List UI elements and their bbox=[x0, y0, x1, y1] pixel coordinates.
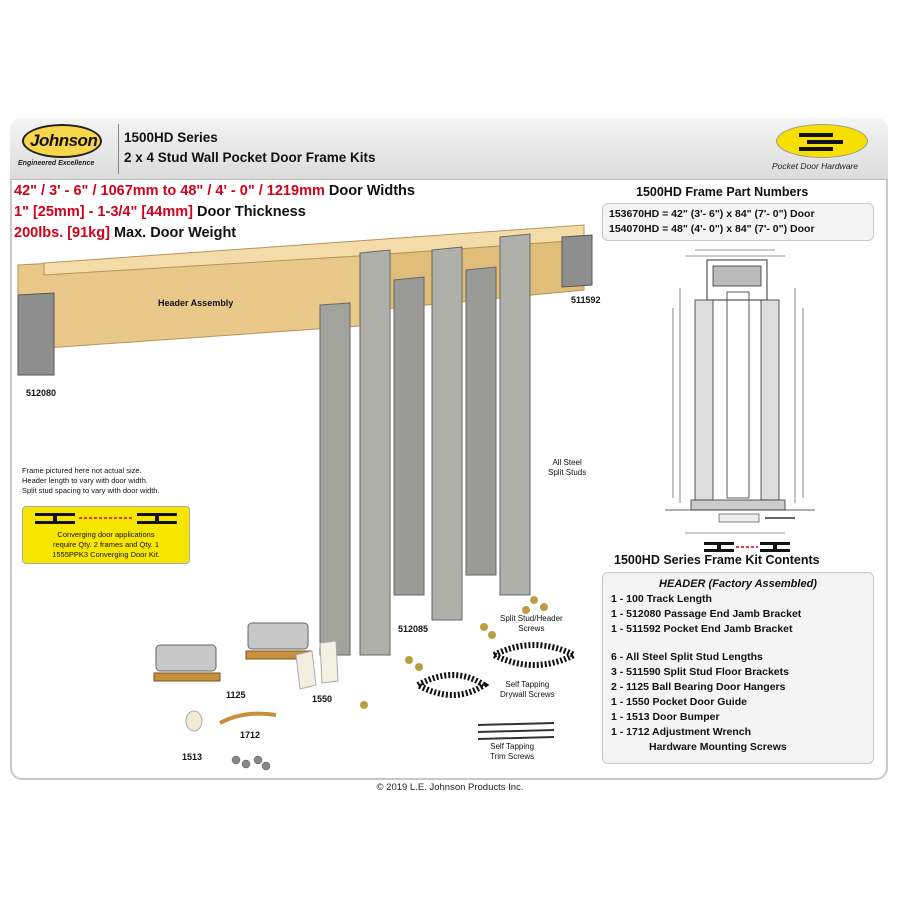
series-title: 1500HD Series bbox=[124, 130, 218, 145]
label-line: Self Tapping bbox=[505, 680, 550, 689]
note-line: Converging door applications bbox=[57, 530, 155, 539]
label-line: Split Studs bbox=[548, 468, 587, 477]
label-line: Split Stud/Header bbox=[500, 614, 563, 623]
converging-door-icon bbox=[23, 507, 191, 529]
label-511592: 511592 bbox=[571, 295, 601, 305]
kit-contents-title: 1500HD Series Frame Kit Contents bbox=[614, 553, 820, 567]
part-numbers-box bbox=[602, 203, 874, 241]
label-line: All Steel bbox=[552, 458, 582, 467]
label-512080: 512080 bbox=[26, 388, 57, 398]
spec-widths bbox=[14, 183, 415, 199]
label-1513: 1513 bbox=[182, 752, 203, 762]
label-stud-header-screws bbox=[500, 614, 563, 634]
part-number-line: 153670HD = 42" (3'- 6") x 84" (7'- 0") Door bbox=[609, 208, 815, 220]
header-divider bbox=[118, 124, 119, 174]
label-line: Self Tapping bbox=[490, 742, 535, 751]
kit-item: 1 - 512080 Passage End Jamb Bracket bbox=[611, 608, 802, 620]
brand-mark-icon bbox=[777, 125, 869, 159]
pocket-door-brand-logo bbox=[776, 124, 868, 158]
spec-thickness-label: Door Thickness bbox=[192, 204, 306, 220]
label-line: Drywall Screws bbox=[500, 690, 555, 699]
logo-word: Johnson bbox=[30, 131, 98, 150]
note-line: Header length to vary with door width. bbox=[22, 476, 148, 485]
spec-weight-label: Max. Door Weight bbox=[109, 225, 237, 241]
header-title bbox=[124, 128, 376, 168]
johnson-logo bbox=[18, 122, 112, 172]
note-line: Split stud spacing to vary with door width. bbox=[22, 486, 160, 495]
frame-section-drawing bbox=[655, 248, 825, 548]
frame-note bbox=[22, 466, 160, 496]
label-header-assembly: Header Assembly bbox=[158, 298, 234, 308]
label-line: Trim Screws bbox=[490, 752, 535, 761]
label-line: Screws bbox=[518, 624, 545, 633]
spec-widths-value: 42" / 3' - 6" / 1067mm to 48" / 4' - 0" / 1219mm bbox=[14, 183, 325, 199]
part-numbers-title: 1500HD Frame Part Numbers bbox=[636, 185, 809, 199]
logo-tagline: Engineered Excellence bbox=[18, 160, 95, 167]
kit-item: 6 - All Steel Split Stud Lengths bbox=[611, 651, 763, 663]
kit-item: 1 - 511592 Pocket End Jamb Bracket bbox=[611, 623, 793, 635]
label-1550: 1550 bbox=[312, 694, 333, 704]
spec-thickness-value: 1" [25mm] - 1-3/4" [44mm] bbox=[14, 204, 193, 220]
kit-contents-box bbox=[602, 572, 874, 764]
kit-item: 1 - 1550 Pocket Door Guide bbox=[611, 696, 747, 708]
spec-widths-label: Door Widths bbox=[324, 183, 415, 199]
copyright-footer: © 2019 L.E. Johnson Products Inc. bbox=[376, 782, 524, 793]
brand-caption: Pocket Door Hardware bbox=[772, 161, 858, 171]
kit-item: 1 - 1712 Adjustment Wrench bbox=[611, 726, 752, 738]
label-1712: 1712 bbox=[240, 730, 261, 740]
kit-item: 2 - 1125 Ball Bearing Door Hangers bbox=[611, 681, 786, 693]
series-subtitle: 2 x 4 Stud Wall Pocket Door Frame Kits bbox=[124, 150, 376, 165]
label-1125: 1125 bbox=[226, 690, 246, 700]
label-trim-screws bbox=[490, 742, 534, 762]
kit-spacer bbox=[611, 637, 865, 650]
kit-header-label: HEADER (Factory Assembled) bbox=[659, 578, 817, 590]
label-drywall-screws bbox=[500, 680, 555, 700]
converging-note bbox=[26, 530, 186, 560]
floor-bracket-symbol-icon bbox=[700, 540, 800, 554]
spec-weight-value: 200lbs. [91kg] bbox=[14, 225, 110, 241]
label-split-studs bbox=[548, 458, 586, 478]
note-line: Frame pictured here not actual size. bbox=[22, 466, 142, 475]
kit-item: 1 - 100 Track Length bbox=[611, 593, 712, 605]
part-number-line: 154070HD = 48" (4'- 0") x 84" (7'- 0") Door bbox=[609, 223, 815, 235]
kit-item: 3 - 511590 Split Stud Floor Brackets bbox=[611, 666, 789, 678]
kit-item: 1 - 1513 Door Bumper bbox=[611, 711, 720, 723]
note-line: require Qty. 2 frames and Qty. 1 bbox=[52, 540, 159, 549]
note-line: 1555PPK3 Converging Door Kit. bbox=[52, 550, 160, 559]
kit-item: Hardware Mounting Screws bbox=[649, 741, 787, 753]
label-512085: 512085 bbox=[398, 624, 429, 634]
